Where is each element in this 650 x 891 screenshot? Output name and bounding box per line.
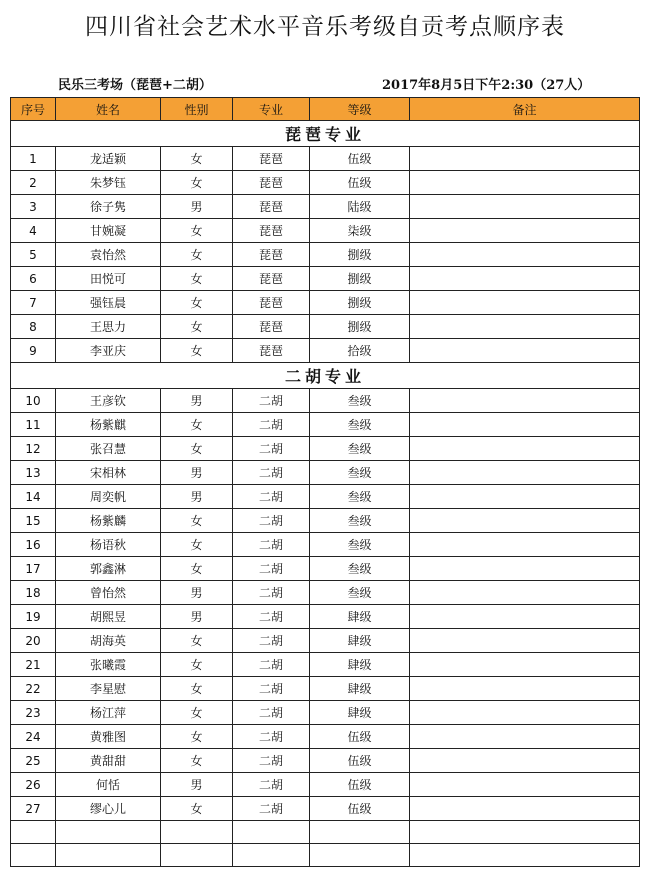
notes-cell bbox=[410, 533, 640, 557]
student-major: 二胡 bbox=[233, 557, 310, 581]
student-gender: 女 bbox=[161, 629, 233, 653]
student-major: 二胡 bbox=[233, 725, 310, 749]
table-row bbox=[11, 389, 640, 413]
section-row bbox=[11, 121, 640, 147]
blank-cell bbox=[310, 844, 410, 867]
student-level: 伍级 bbox=[310, 171, 410, 195]
blank-row bbox=[11, 844, 640, 867]
student-level: 叁级 bbox=[310, 509, 410, 533]
notes-cell bbox=[410, 437, 640, 461]
student-major: 琵琶 bbox=[233, 291, 310, 315]
student-level: 叁级 bbox=[310, 389, 410, 413]
table-row bbox=[11, 581, 640, 605]
student-level: 伍级 bbox=[310, 773, 410, 797]
student-gender: 男 bbox=[161, 485, 233, 509]
notes-cell bbox=[410, 581, 640, 605]
row-number: 9 bbox=[11, 339, 56, 363]
row-number: 22 bbox=[11, 677, 56, 701]
student-major: 二胡 bbox=[233, 749, 310, 773]
student-level: 肆级 bbox=[310, 629, 410, 653]
table-row bbox=[11, 773, 640, 797]
notes-cell bbox=[410, 267, 640, 291]
notes-cell bbox=[410, 653, 640, 677]
row-number: 3 bbox=[11, 195, 56, 219]
notes-cell bbox=[410, 195, 640, 219]
student-gender: 女 bbox=[161, 339, 233, 363]
student-level: 伍级 bbox=[310, 797, 410, 821]
notes-cell bbox=[410, 413, 640, 437]
student-major: 二胡 bbox=[233, 509, 310, 533]
row-number: 18 bbox=[11, 581, 56, 605]
header-number: 序号 bbox=[11, 98, 56, 121]
notes-cell bbox=[410, 509, 640, 533]
row-number: 12 bbox=[11, 437, 56, 461]
header-name: 姓名 bbox=[56, 98, 161, 121]
student-level: 伍级 bbox=[310, 725, 410, 749]
student-gender: 男 bbox=[161, 195, 233, 219]
student-level: 拾级 bbox=[310, 339, 410, 363]
table-row bbox=[11, 485, 640, 509]
notes-cell bbox=[410, 339, 640, 363]
student-name: 王彦钦 bbox=[56, 389, 161, 413]
student-name: 李星慰 bbox=[56, 677, 161, 701]
notes-cell bbox=[410, 219, 640, 243]
notes-cell bbox=[410, 485, 640, 509]
row-number: 4 bbox=[11, 219, 56, 243]
exam-room-label: 民乐三考场（琵琶+二胡） bbox=[58, 78, 212, 93]
student-name: 杨紫麒 bbox=[56, 413, 161, 437]
student-gender: 男 bbox=[161, 581, 233, 605]
row-number: 16 bbox=[11, 533, 56, 557]
student-name: 张召慧 bbox=[56, 437, 161, 461]
student-level: 捌级 bbox=[310, 267, 410, 291]
student-gender: 女 bbox=[161, 147, 233, 171]
student-gender: 女 bbox=[161, 413, 233, 437]
row-number: 24 bbox=[11, 725, 56, 749]
section-row bbox=[11, 363, 640, 389]
student-major: 二胡 bbox=[233, 773, 310, 797]
student-level: 叁级 bbox=[310, 461, 410, 485]
student-major: 琵琶 bbox=[233, 267, 310, 291]
student-gender: 男 bbox=[161, 605, 233, 629]
blank-cell bbox=[233, 821, 310, 844]
blank-cell bbox=[410, 821, 640, 844]
notes-cell bbox=[410, 677, 640, 701]
notes-cell bbox=[410, 701, 640, 725]
student-name: 杨语秋 bbox=[56, 533, 161, 557]
schedule-table bbox=[10, 97, 640, 867]
notes-cell bbox=[410, 147, 640, 171]
student-gender: 女 bbox=[161, 677, 233, 701]
table-row bbox=[11, 195, 640, 219]
student-major: 二胡 bbox=[233, 581, 310, 605]
table-row bbox=[11, 315, 640, 339]
table-row bbox=[11, 267, 640, 291]
student-name: 曾怡然 bbox=[56, 581, 161, 605]
student-major: 二胡 bbox=[233, 533, 310, 557]
header-gender: 性别 bbox=[161, 98, 233, 121]
student-name: 黄雅图 bbox=[56, 725, 161, 749]
student-name: 胡熙昱 bbox=[56, 605, 161, 629]
student-name: 张曦霞 bbox=[56, 653, 161, 677]
header-notes: 备注 bbox=[410, 98, 640, 121]
header-row bbox=[11, 98, 640, 121]
blank-cell bbox=[310, 821, 410, 844]
student-name: 朱梦钰 bbox=[56, 171, 161, 195]
row-number: 20 bbox=[11, 629, 56, 653]
student-gender: 女 bbox=[161, 243, 233, 267]
row-number: 13 bbox=[11, 461, 56, 485]
row-number: 11 bbox=[11, 413, 56, 437]
notes-cell bbox=[410, 797, 640, 821]
blank-cell bbox=[161, 844, 233, 867]
student-level: 叁级 bbox=[310, 557, 410, 581]
row-number: 17 bbox=[11, 557, 56, 581]
student-name: 田悦可 bbox=[56, 267, 161, 291]
student-major: 二胡 bbox=[233, 389, 310, 413]
notes-cell bbox=[410, 557, 640, 581]
student-name: 袁怡然 bbox=[56, 243, 161, 267]
blank-row bbox=[11, 821, 640, 844]
table-row bbox=[11, 219, 640, 243]
student-name: 王思力 bbox=[56, 315, 161, 339]
row-number: 7 bbox=[11, 291, 56, 315]
table-row bbox=[11, 413, 640, 437]
exam-date-label: 2017年8月5日下午2:30（27人） bbox=[382, 78, 591, 93]
table-row bbox=[11, 725, 640, 749]
table-row bbox=[11, 557, 640, 581]
student-major: 二胡 bbox=[233, 701, 310, 725]
student-name: 郭鑫淋 bbox=[56, 557, 161, 581]
student-gender: 女 bbox=[161, 533, 233, 557]
blank-cell bbox=[410, 844, 640, 867]
row-number: 19 bbox=[11, 605, 56, 629]
student-gender: 男 bbox=[161, 773, 233, 797]
row-number: 25 bbox=[11, 749, 56, 773]
student-gender: 女 bbox=[161, 557, 233, 581]
table-row bbox=[11, 509, 640, 533]
row-number: 6 bbox=[11, 267, 56, 291]
notes-cell bbox=[410, 629, 640, 653]
header-major: 专业 bbox=[233, 98, 310, 121]
row-number: 27 bbox=[11, 797, 56, 821]
row-number: 21 bbox=[11, 653, 56, 677]
student-name: 甘婉凝 bbox=[56, 219, 161, 243]
student-level: 叁级 bbox=[310, 485, 410, 509]
row-number: 2 bbox=[11, 171, 56, 195]
notes-cell bbox=[410, 171, 640, 195]
table-row bbox=[11, 677, 640, 701]
student-major: 琵琶 bbox=[233, 195, 310, 219]
student-name: 徐子隽 bbox=[56, 195, 161, 219]
student-name: 李亚庆 bbox=[56, 339, 161, 363]
student-gender: 女 bbox=[161, 219, 233, 243]
blank-cell bbox=[56, 844, 161, 867]
notes-cell bbox=[410, 389, 640, 413]
table-row bbox=[11, 749, 640, 773]
student-name: 黄甜甜 bbox=[56, 749, 161, 773]
table-row bbox=[11, 605, 640, 629]
student-major: 二胡 bbox=[233, 437, 310, 461]
student-level: 叁级 bbox=[310, 533, 410, 557]
student-name: 何恬 bbox=[56, 773, 161, 797]
student-gender: 女 bbox=[161, 171, 233, 195]
section-title: 二胡专业 bbox=[11, 363, 640, 389]
student-gender: 女 bbox=[161, 749, 233, 773]
student-gender: 男 bbox=[161, 389, 233, 413]
table-row bbox=[11, 701, 640, 725]
notes-cell bbox=[410, 315, 640, 339]
table-row bbox=[11, 797, 640, 821]
row-number: 14 bbox=[11, 485, 56, 509]
table-row bbox=[11, 533, 640, 557]
table-row bbox=[11, 437, 640, 461]
student-level: 伍级 bbox=[310, 147, 410, 171]
student-gender: 女 bbox=[161, 653, 233, 677]
table-row bbox=[11, 147, 640, 171]
student-level: 叁级 bbox=[310, 413, 410, 437]
student-level: 伍级 bbox=[310, 749, 410, 773]
student-major: 二胡 bbox=[233, 629, 310, 653]
student-level: 捌级 bbox=[310, 243, 410, 267]
blank-cell bbox=[161, 821, 233, 844]
student-level: 肆级 bbox=[310, 653, 410, 677]
student-major: 二胡 bbox=[233, 413, 310, 437]
student-gender: 女 bbox=[161, 797, 233, 821]
table-row bbox=[11, 291, 640, 315]
student-major: 二胡 bbox=[233, 461, 310, 485]
table-row bbox=[11, 171, 640, 195]
row-number: 10 bbox=[11, 389, 56, 413]
student-gender: 女 bbox=[161, 437, 233, 461]
student-name: 龙适颖 bbox=[56, 147, 161, 171]
student-major: 琵琶 bbox=[233, 219, 310, 243]
student-gender: 女 bbox=[161, 291, 233, 315]
student-level: 柒级 bbox=[310, 219, 410, 243]
blank-cell bbox=[11, 821, 56, 844]
student-name: 宋相林 bbox=[56, 461, 161, 485]
section-title: 琵琶专业 bbox=[11, 121, 640, 147]
student-level: 肆级 bbox=[310, 701, 410, 725]
student-major: 琵琶 bbox=[233, 339, 310, 363]
student-level: 肆级 bbox=[310, 677, 410, 701]
student-major: 二胡 bbox=[233, 485, 310, 509]
row-number: 23 bbox=[11, 701, 56, 725]
row-number: 1 bbox=[11, 147, 56, 171]
blank-cell bbox=[11, 844, 56, 867]
notes-cell bbox=[410, 461, 640, 485]
student-major: 二胡 bbox=[233, 605, 310, 629]
student-name: 周奕帆 bbox=[56, 485, 161, 509]
student-level: 陆级 bbox=[310, 195, 410, 219]
table-row bbox=[11, 339, 640, 363]
row-number: 15 bbox=[11, 509, 56, 533]
student-name: 强钰晨 bbox=[56, 291, 161, 315]
student-level: 叁级 bbox=[310, 437, 410, 461]
header-level: 等级 bbox=[310, 98, 410, 121]
notes-cell bbox=[410, 725, 640, 749]
student-name: 缪心儿 bbox=[56, 797, 161, 821]
table-row bbox=[11, 629, 640, 653]
student-gender: 女 bbox=[161, 267, 233, 291]
student-gender: 女 bbox=[161, 315, 233, 339]
student-gender: 男 bbox=[161, 461, 233, 485]
student-level: 肆级 bbox=[310, 605, 410, 629]
blank-cell bbox=[233, 844, 310, 867]
notes-cell bbox=[410, 243, 640, 267]
student-major: 琵琶 bbox=[233, 315, 310, 339]
table-row bbox=[11, 653, 640, 677]
student-major: 琵琶 bbox=[233, 243, 310, 267]
blank-cell bbox=[56, 821, 161, 844]
page-title: 四川省社会艺术水平音乐考级自贡考点顺序表 bbox=[85, 14, 565, 40]
student-major: 二胡 bbox=[233, 653, 310, 677]
row-number: 8 bbox=[11, 315, 56, 339]
row-number: 5 bbox=[11, 243, 56, 267]
table-row bbox=[11, 243, 640, 267]
table-row bbox=[11, 461, 640, 485]
student-level: 捌级 bbox=[310, 291, 410, 315]
student-major: 二胡 bbox=[233, 677, 310, 701]
student-gender: 女 bbox=[161, 509, 233, 533]
row-number: 26 bbox=[11, 773, 56, 797]
notes-cell bbox=[410, 749, 640, 773]
notes-cell bbox=[410, 773, 640, 797]
student-name: 胡海英 bbox=[56, 629, 161, 653]
student-level: 叁级 bbox=[310, 581, 410, 605]
student-name: 杨紫麟 bbox=[56, 509, 161, 533]
student-major: 琵琶 bbox=[233, 171, 310, 195]
student-name: 杨江萍 bbox=[56, 701, 161, 725]
student-gender: 女 bbox=[161, 701, 233, 725]
notes-cell bbox=[410, 605, 640, 629]
student-major: 二胡 bbox=[233, 797, 310, 821]
notes-cell bbox=[410, 291, 640, 315]
student-major: 琵琶 bbox=[233, 147, 310, 171]
student-level: 捌级 bbox=[310, 315, 410, 339]
student-gender: 女 bbox=[161, 725, 233, 749]
